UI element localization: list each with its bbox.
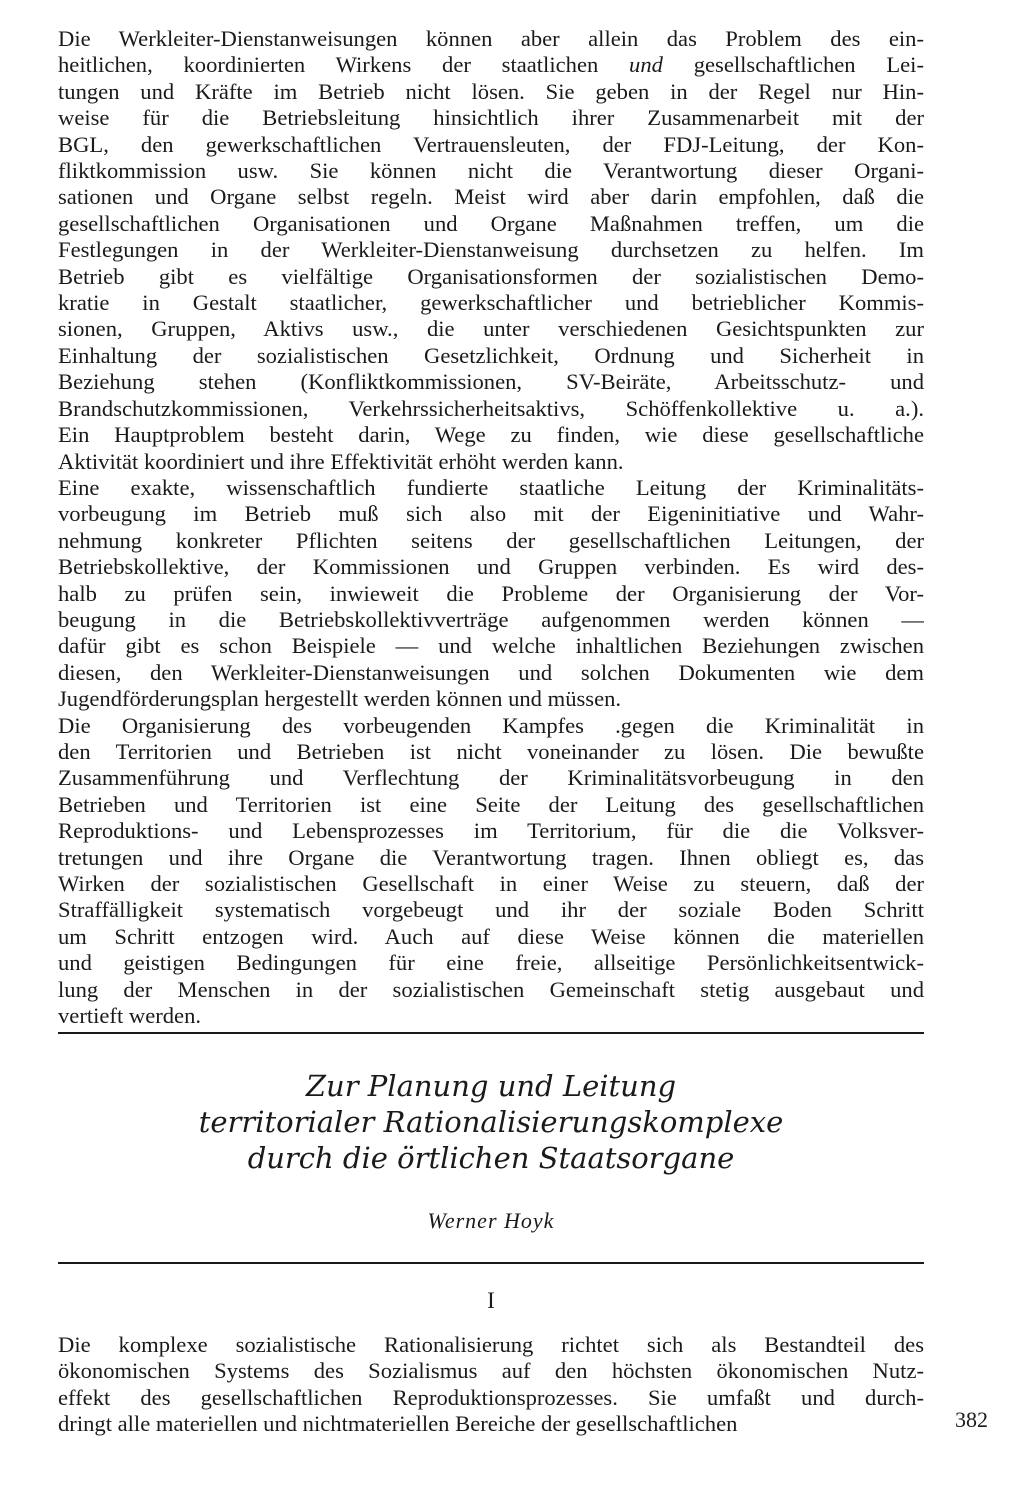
section-divider-bottom	[58, 1262, 924, 1264]
text-line: Reproduktions- und Lebensprozesses im Territorium, für die die Volksver-	[58, 818, 924, 844]
text-line: tungen und Kräfte im Betrieb nicht lösen. Sie geben in der Regel nur Hin-	[58, 78, 924, 104]
text-line: und geistigen Bedingungen für eine freie, allseitige Persönlichkeitsentwick-	[58, 950, 924, 976]
paragraph-leitung-kriminalitaetsvorbeugung	[58, 475, 924, 713]
text-line: Betrieben und Territorien ist eine Seite der Leitung des gesellschaftlichen	[58, 791, 924, 817]
text-line: Straffälligkeit systematisch vorgebeugt und ihr der soziale Boden Schritt	[58, 897, 924, 923]
text-line: sationen und Organe selbst regeln. Meist wird aber darin empfohlen, daß die	[58, 184, 924, 210]
text-line: Brandschutzkommissionen, Verkehrssicherheitsaktivs, Schöffenkollektive u. a.).	[58, 395, 924, 421]
section-number: I	[487, 1288, 495, 1313]
article-title	[58, 1068, 924, 1176]
text-line: dringt alle materiellen und nichtmateriellen Bereiche der gesellschaftlichen	[58, 1411, 738, 1437]
article-title-line-1: Zur Planung und Leitung	[305, 1069, 677, 1103]
text-line: sionen, Gruppen, Aktivs usw., die unter verschiedenen Gesichtspunkten zur	[58, 316, 924, 342]
article-title-line-2: territorialer Rationalisierungskomplexe	[198, 1105, 784, 1139]
text-line: Jugendförderungsplan hergestellt werden können und müssen.	[58, 686, 622, 712]
text-line: Die Organisierung des vorbeugenden Kampfes .gegen die Kriminalität in	[58, 712, 924, 738]
text-line: Wirken der sozialistischen Gesellschaft in einer Weise zu steuern, daß der	[58, 871, 924, 896]
article-title-line-3: durch die örtlichen Staatsorgane	[247, 1141, 735, 1175]
section-divider-top	[58, 1032, 924, 1034]
text-line: vorbeugung im Betrieb muß sich also mit der Eigeninitiative und Wahr-	[58, 501, 924, 527]
text-line: effekt des gesellschaftlichen Reproduktionsprozesses. Sie umfaßt und durch-	[58, 1384, 924, 1410]
text-line: Einhaltung der sozialistischen Gesetzlichkeit, Ordnung und Sicherheit in	[58, 342, 924, 368]
text-line: den Territorien und Betrieben ist nicht voneinander zu lösen. Die bewußte	[58, 738, 924, 764]
text-line: Festlegungen in der Werkleiter-Dienstanweisung durchsetzen zu helfen. Im	[58, 237, 924, 263]
text-line: Zusammenführung und Verflechtung der Kriminalitätsvorbeugung in den	[58, 765, 924, 791]
text-line: dafür gibt es schon Beispiele — und welche inhaltlichen Beziehungen zwischen	[58, 633, 924, 659]
text-line: ökonomischen Systems des Sozialismus auf den höchsten ökonomischen Nutz-	[58, 1358, 924, 1384]
text-line: heitlichen, koordinierten Wirkens der staatlichen und gesellschaftlichen Lei-	[58, 52, 924, 78]
text-line: beugung in die Betriebskollektivverträge aufgenommen werden können —	[58, 606, 924, 632]
body-text-lower	[58, 1332, 924, 1438]
text-line: Eine exakte, wissenschaftlich fundierte staatliche Leitung der Kriminalitäts-	[58, 474, 924, 500]
text-line: lung der Menschen in der sozialistischen Gemeinschaft stetig ausgebaut und	[58, 976, 924, 1002]
text-line: halb zu prüfen sein, inwieweit die Probleme der Organisierung der Vor-	[58, 580, 924, 606]
text-line: Die komplexe sozialistische Rationalisierung richtet sich als Bestandteil des	[58, 1332, 924, 1357]
author-name: Werner Hoyk	[427, 1208, 555, 1233]
text-line: Betrieb gibt es vielfältige Organisationsformen der sozialistischen Demo-	[58, 263, 924, 289]
text-line: weise für die Betriebsleitung hinsichtlich ihrer Zusammenarbeit mit der	[58, 105, 924, 131]
text-line: kratie in Gestalt staatlicher, gewerkschaftlicher und betrieblicher Kommis-	[58, 290, 924, 316]
paragraph-werkleiter-dienstanweisungen	[58, 26, 924, 475]
text-line: um Schritt entzogen wird. Auch auf diese Weise können die materiellen	[58, 923, 924, 949]
text-line: diesen, den Werkleiter-Dienstanweisungen und solchen Dokumenten wie dem	[58, 659, 924, 685]
text-line: Beziehung stehen (Konfliktkommissionen, SV-Beiräte, Arbeitsschutz- und	[58, 369, 924, 395]
page-number: 382	[955, 1407, 988, 1432]
text-line: BGL, den gewerkschaftlichen Vertrauensleuten, der FDJ-Leitung, der Kon-	[58, 131, 924, 157]
text-line: vertieft werden.	[58, 1003, 202, 1029]
text-line: tretungen und ihre Organe die Verantwortung tragen. Ihnen obliegt es, das	[58, 844, 924, 870]
text-line: Ein Hauptproblem besteht darin, Wege zu finden, wie diese gesellschaftliche	[58, 422, 924, 448]
text-line: gesellschaftlichen Organisationen und Organe Maßnahmen treffen, um die	[58, 210, 924, 236]
body-text-upper	[58, 26, 924, 1029]
text-line: Betriebskollektive, der Kommissionen und Gruppen verbinden. Es wird des-	[58, 554, 924, 580]
text-line: nehmung konkreter Pflichten seitens der gesellschaftlichen Leitungen, der	[58, 527, 924, 553]
text-line: Die Werkleiter-Dienstanweisungen können aber allein das Problem des ein-	[58, 26, 924, 51]
paragraph-komplexe-rationalisierung	[58, 1332, 924, 1438]
text-line: Aktivität koordiniert und ihre Effektivität erhöht werden kann.	[58, 448, 624, 474]
paragraph-territorien-betriebe	[58, 713, 924, 1030]
text-line: fliktkommission usw. Sie können nicht die Verantwortung dieser Organi-	[58, 158, 924, 184]
